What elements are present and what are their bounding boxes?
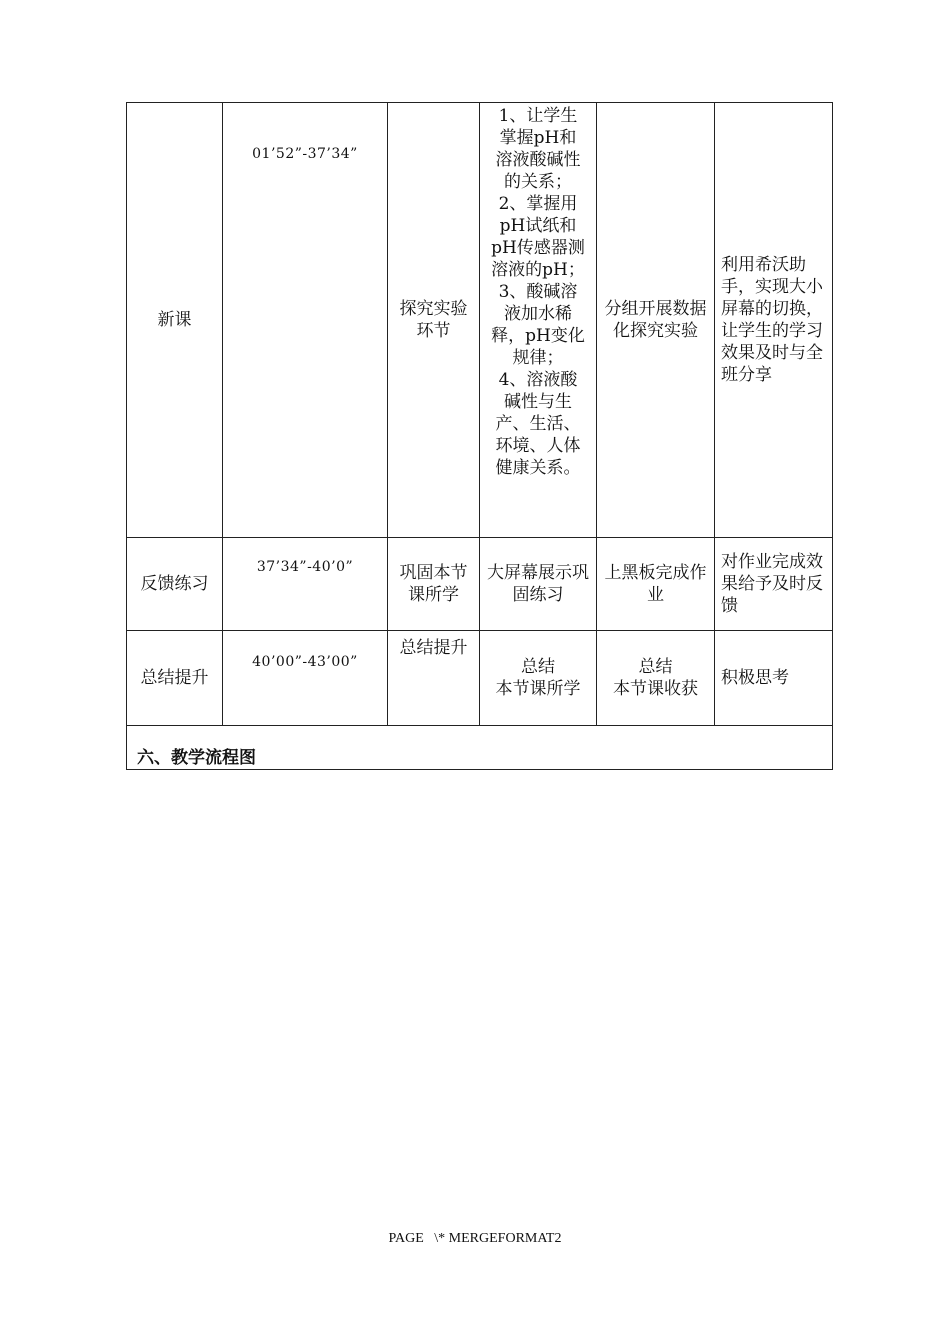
goals-cell xyxy=(480,103,597,538)
goal-line: 液加水稀 xyxy=(504,304,572,324)
goal-line: 4、溶液酸 xyxy=(498,370,578,390)
time-cell: 01’52”-37’34” xyxy=(223,103,388,538)
segment-cell: 巩固本节课所学 xyxy=(388,538,480,631)
tech-use-cell: 积极思考 xyxy=(715,631,833,726)
goal-line: 3、酸碱溶 xyxy=(498,282,578,302)
goal-line: 环境、人体 xyxy=(495,436,581,456)
section-heading: 六、教学流程图 xyxy=(127,726,833,770)
tech-use-cell: 对作业完成效果给予及时反馈 xyxy=(715,538,833,631)
goal-line: 2、掌握用 xyxy=(498,194,578,214)
goals-cell: 大屏幕展示巩固练习 xyxy=(480,538,597,631)
goal-line: 1、让学生 xyxy=(498,106,578,126)
table-row-new-lesson xyxy=(127,103,833,538)
goals-cell xyxy=(480,631,597,726)
goal-line: 碱性与生 xyxy=(504,392,572,412)
time-cell: 37’34”-40’0” xyxy=(223,538,388,631)
goal-line: 溶液的pH； xyxy=(491,260,585,280)
segment-cell: 总结提升 xyxy=(388,631,480,726)
table-row-section xyxy=(127,726,833,770)
student-line-1: 总结 xyxy=(638,657,673,677)
stage-cell: 总结提升 xyxy=(127,631,223,726)
student-activity-cell xyxy=(597,631,715,726)
table-row-feedback xyxy=(127,538,833,631)
goal-line: pH传感器测 xyxy=(491,238,585,258)
goal-line: 掌握pH和 xyxy=(499,128,577,148)
goal-line: 产、生活、 xyxy=(495,414,581,434)
stage-cell: 新课 xyxy=(127,103,223,538)
goal-line: 溶液酸碱性 xyxy=(495,150,581,170)
page-footer: PAGE \* MERGEFORMAT2 xyxy=(388,1231,562,1246)
student-activity-cell: 分组开展数据化探究实验 xyxy=(597,103,715,538)
goals-line-2: 本节课所学 xyxy=(495,679,581,699)
stage-cell: 反馈练习 xyxy=(127,538,223,631)
goal-line: 释，pH变化 xyxy=(491,326,585,346)
student-activity-cell: 上黑板完成作业 xyxy=(597,538,715,631)
segment-cell: 探究实验环节 xyxy=(388,103,480,538)
lesson-process-table xyxy=(126,102,833,770)
goal-line: pH试纸和 xyxy=(499,216,577,236)
time-cell: 40’00”-43’00” xyxy=(223,631,388,726)
goals-line-1: 总结 xyxy=(521,657,555,677)
goal-line: 规律； xyxy=(512,348,564,368)
goal-line: 的关系； xyxy=(504,172,572,192)
table-row-summary xyxy=(127,631,833,726)
student-line-2: 本节课收获 xyxy=(613,679,698,699)
goal-line: 健康关系。 xyxy=(495,458,581,478)
tech-use-cell: 利用希沃助手，实现大小屏幕的切换，让学生的学习效果及时与全班分享 xyxy=(715,103,833,538)
